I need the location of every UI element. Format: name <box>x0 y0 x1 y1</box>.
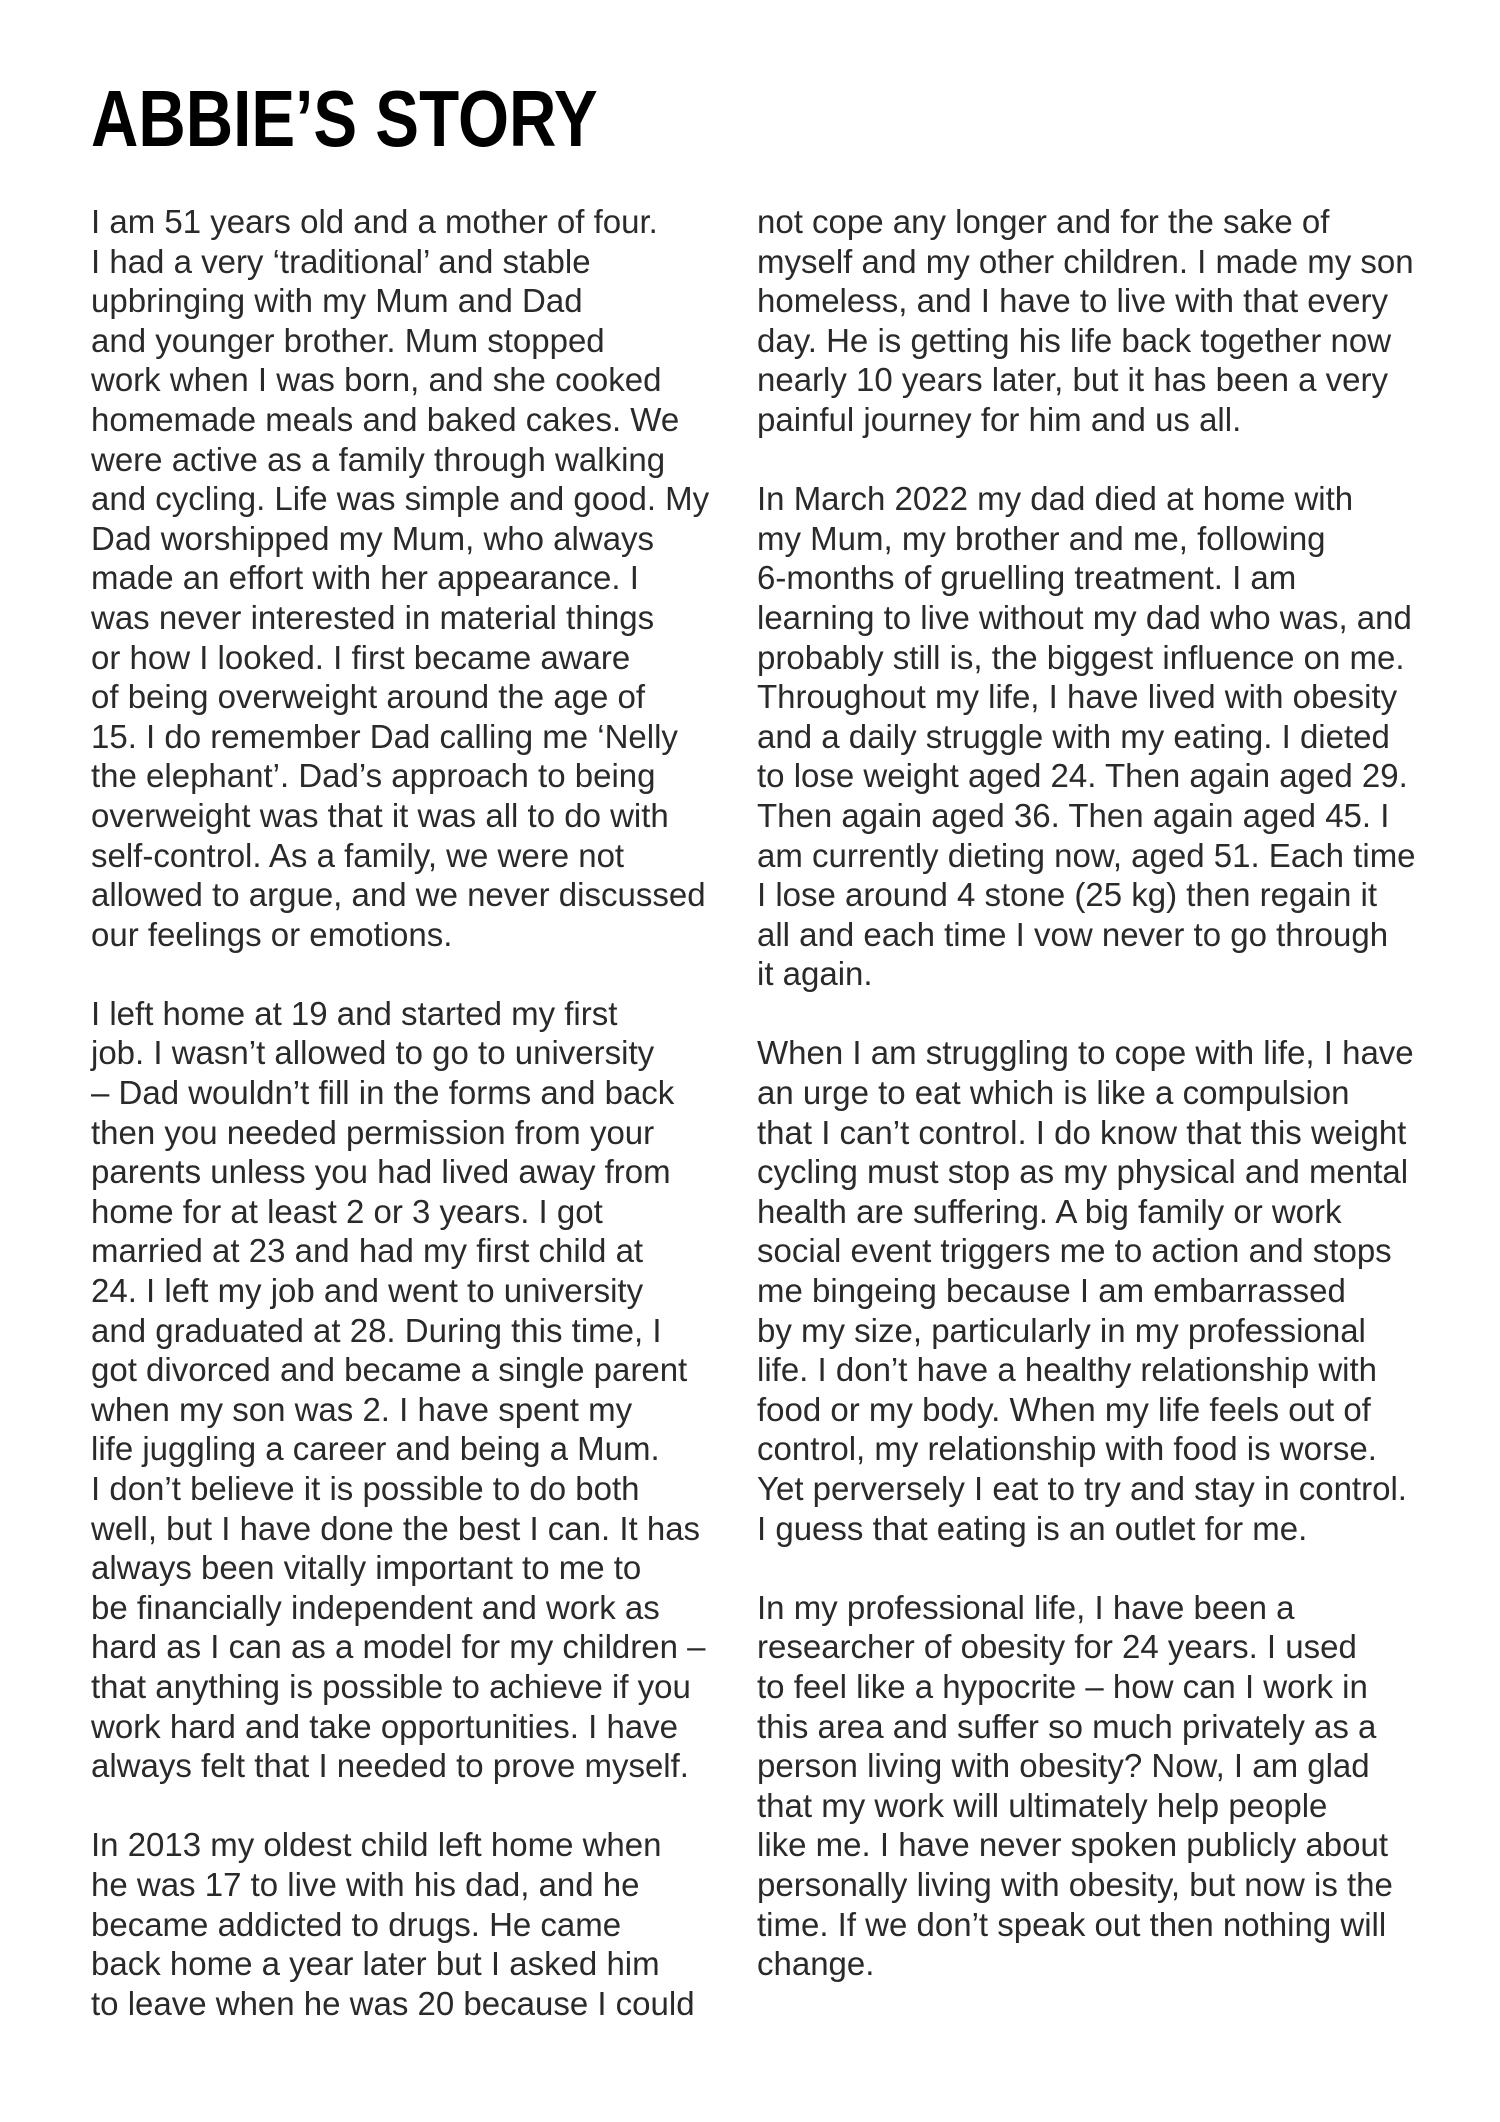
text-line: I don’t believe it is possible to do both <box>91 1470 640 1507</box>
text-line: I had a very ‘traditional’ and stable <box>91 242 591 280</box>
text-line: by my size, particularly in my professional <box>757 1311 1366 1349</box>
text-line: Throughout my life, I have lived with obesity <box>757 678 1398 716</box>
text-line: 24. I left my job and went to university <box>91 1272 644 1310</box>
text-line: I lose around 4 stone (25 kg) then regain it <box>757 876 1378 914</box>
text-line: Dad worshipped my Mum, who always <box>91 519 655 557</box>
text-line: married at 23 and had my first child at <box>91 1232 644 1270</box>
page-title: ABBIE’S STORY <box>91 74 598 163</box>
text-line: became addicted to drugs. He came <box>91 1905 622 1943</box>
text-line: self-control. As a family, we were not <box>91 836 625 874</box>
text-line: this area and suffer so much privately as a <box>757 1707 1377 1745</box>
text-line: I guess that eating is an outlet for me. <box>757 1509 1308 1547</box>
text-line: Yet perversely I eat to try and stay in control. <box>757 1470 1407 1507</box>
text-line: be financially independent and work as <box>91 1588 660 1626</box>
text-line: or how I looked. I first became aware <box>91 638 631 676</box>
text-line: work when I was born, and she cooked <box>91 361 662 399</box>
text-line: personally living with obesity, but now is the <box>757 1865 1393 1903</box>
text-line: life juggling a career and being a Mum. <box>91 1430 660 1468</box>
text-line: day. He is getting his life back together now <box>757 321 1392 359</box>
text-line: home for at least 2 or 3 years. I got <box>91 1192 603 1230</box>
text-line: an urge to eat which is like a compulsion <box>757 1074 1350 1112</box>
text-line: In March 2022 my dad died at home with <box>757 480 1354 518</box>
text-line: all and each time I vow never to go through <box>757 915 1389 953</box>
paragraph <box>91 202 731 954</box>
text-line: person living with obesity? Now, I am glad <box>757 1747 1370 1785</box>
text-line: When I am struggling to cope with life, I have <box>757 1034 1414 1072</box>
text-line: cycling must stop as my physical and mental <box>757 1153 1409 1191</box>
text-line: to leave when he was 20 because I could <box>91 1984 695 2022</box>
text-line: made an effort with her appearance. I <box>91 559 639 597</box>
text-line: parents unless you had lived away from <box>91 1153 671 1191</box>
paragraph <box>757 1588 1457 1984</box>
text-line: and graduated at 28. During this time, I <box>91 1311 662 1349</box>
text-line: got divorced and became a single parent <box>91 1351 688 1389</box>
text-line: upbringing with my Mum and Dad <box>91 282 583 320</box>
text-line: job. I wasn’t allowed to go to university <box>91 1034 655 1072</box>
text-line: overweight was that it was all to do with <box>91 796 669 834</box>
text-line: social event triggers me to action and stops <box>757 1232 1392 1270</box>
text-line: painful journey for him and us all. <box>757 400 1242 438</box>
text-line: nearly 10 years later, but it has been a very <box>757 361 1389 399</box>
paragraph <box>757 1033 1457 1548</box>
paragraph <box>91 1825 731 2023</box>
text-line: researcher of obesity for 24 years. I used <box>757 1628 1357 1666</box>
text-line: he was 17 to live with his dad, and he <box>91 1865 640 1903</box>
text-line: back home a year later but I asked him <box>91 1945 660 1983</box>
text-line: to lose weight aged 24. Then again aged 29. <box>757 757 1408 795</box>
text-line: probably still is, the biggest influence on me. <box>757 638 1405 676</box>
text-line: when my son was 2. I have spent my <box>91 1390 633 1428</box>
text-line: life. I don’t have a healthy relationship with <box>757 1351 1378 1389</box>
text-line: allowed to argue, and we never discussed <box>91 876 706 914</box>
paragraph <box>91 994 731 1786</box>
text-line: In 2013 my oldest child left home when <box>91 1826 662 1864</box>
text-line: like me. I have never spoken publicly about <box>757 1826 1389 1864</box>
text-line: me bingeing because I am embarrassed <box>757 1272 1346 1310</box>
text-line: to feel like a hypocrite – how can I work in <box>757 1667 1368 1705</box>
text-line: work hard and take opportunities. I have <box>91 1707 679 1745</box>
text-line: that my work will ultimately help people <box>757 1786 1328 1824</box>
text-line: then you needed permission from your <box>91 1113 655 1151</box>
text-line: 15. I do remember Dad calling me ‘Nelly <box>91 717 678 755</box>
text-line: 6-months of gruelling treatment. I am <box>757 559 1297 597</box>
text-line: our feelings or emotions. <box>91 915 453 953</box>
text-line: In my professional life, I have been a <box>757 1588 1295 1626</box>
text-line: time. If we don’t speak out then nothing will <box>757 1905 1387 1943</box>
text-line: my Mum, my brother and me, following <box>757 519 1326 557</box>
text-line: I left home at 19 and started my first <box>91 994 618 1032</box>
text-line: learning to live without my dad who was, and <box>757 598 1412 636</box>
text-line: the elephant’. Dad’s approach to being <box>91 757 656 795</box>
text-line: health are suffering. A big family or work <box>757 1192 1342 1230</box>
text-line: well, but I have done the best I can. It has <box>91 1509 701 1547</box>
text-line: and a daily struggle with my eating. I dieted <box>757 717 1390 755</box>
text-line: hard as I can as a model for my children – <box>91 1628 706 1666</box>
left-column <box>91 202 731 2063</box>
text-line: of being overweight around the age of <box>91 678 646 716</box>
text-line: and younger brother. Mum stopped <box>91 321 605 359</box>
text-line: was never interested in material things <box>91 598 655 636</box>
right-column <box>757 202 1457 2023</box>
text-line: that I can’t control. I do know that this weight <box>757 1113 1407 1151</box>
paragraph <box>757 479 1457 994</box>
text-line: change. <box>757 1945 875 1983</box>
text-line: Then again aged 36. Then again aged 45. I <box>757 796 1390 834</box>
text-line: – Dad wouldn’t fill in the forms and back <box>91 1074 675 1112</box>
text-line: food or my body. When my life feels out of <box>757 1390 1371 1428</box>
text-line: and cycling. Life was simple and good. My <box>91 480 710 518</box>
text-line: were active as a family through walking <box>91 440 666 478</box>
text-line: it again. <box>757 955 873 993</box>
text-line: always been vitally important to me to <box>91 1549 642 1587</box>
text-line: not cope any longer and for the sake of <box>757 203 1330 240</box>
text-line: homeless, and I have to live with that every <box>757 282 1388 320</box>
text-line: myself and my other children. I made my son <box>757 242 1414 280</box>
text-line: homemade meals and baked cakes. We <box>91 400 680 438</box>
text-line: control, my relationship with food is worse. <box>757 1430 1377 1468</box>
text-line: am currently dieting now, aged 51. Each time <box>757 836 1416 874</box>
text-line: always felt that I needed to prove myself. <box>91 1747 689 1785</box>
text-line: I am 51 years old and a mother of four. <box>91 203 658 240</box>
paragraph <box>757 202 1457 440</box>
text-line: that anything is possible to achieve if you <box>91 1667 691 1705</box>
